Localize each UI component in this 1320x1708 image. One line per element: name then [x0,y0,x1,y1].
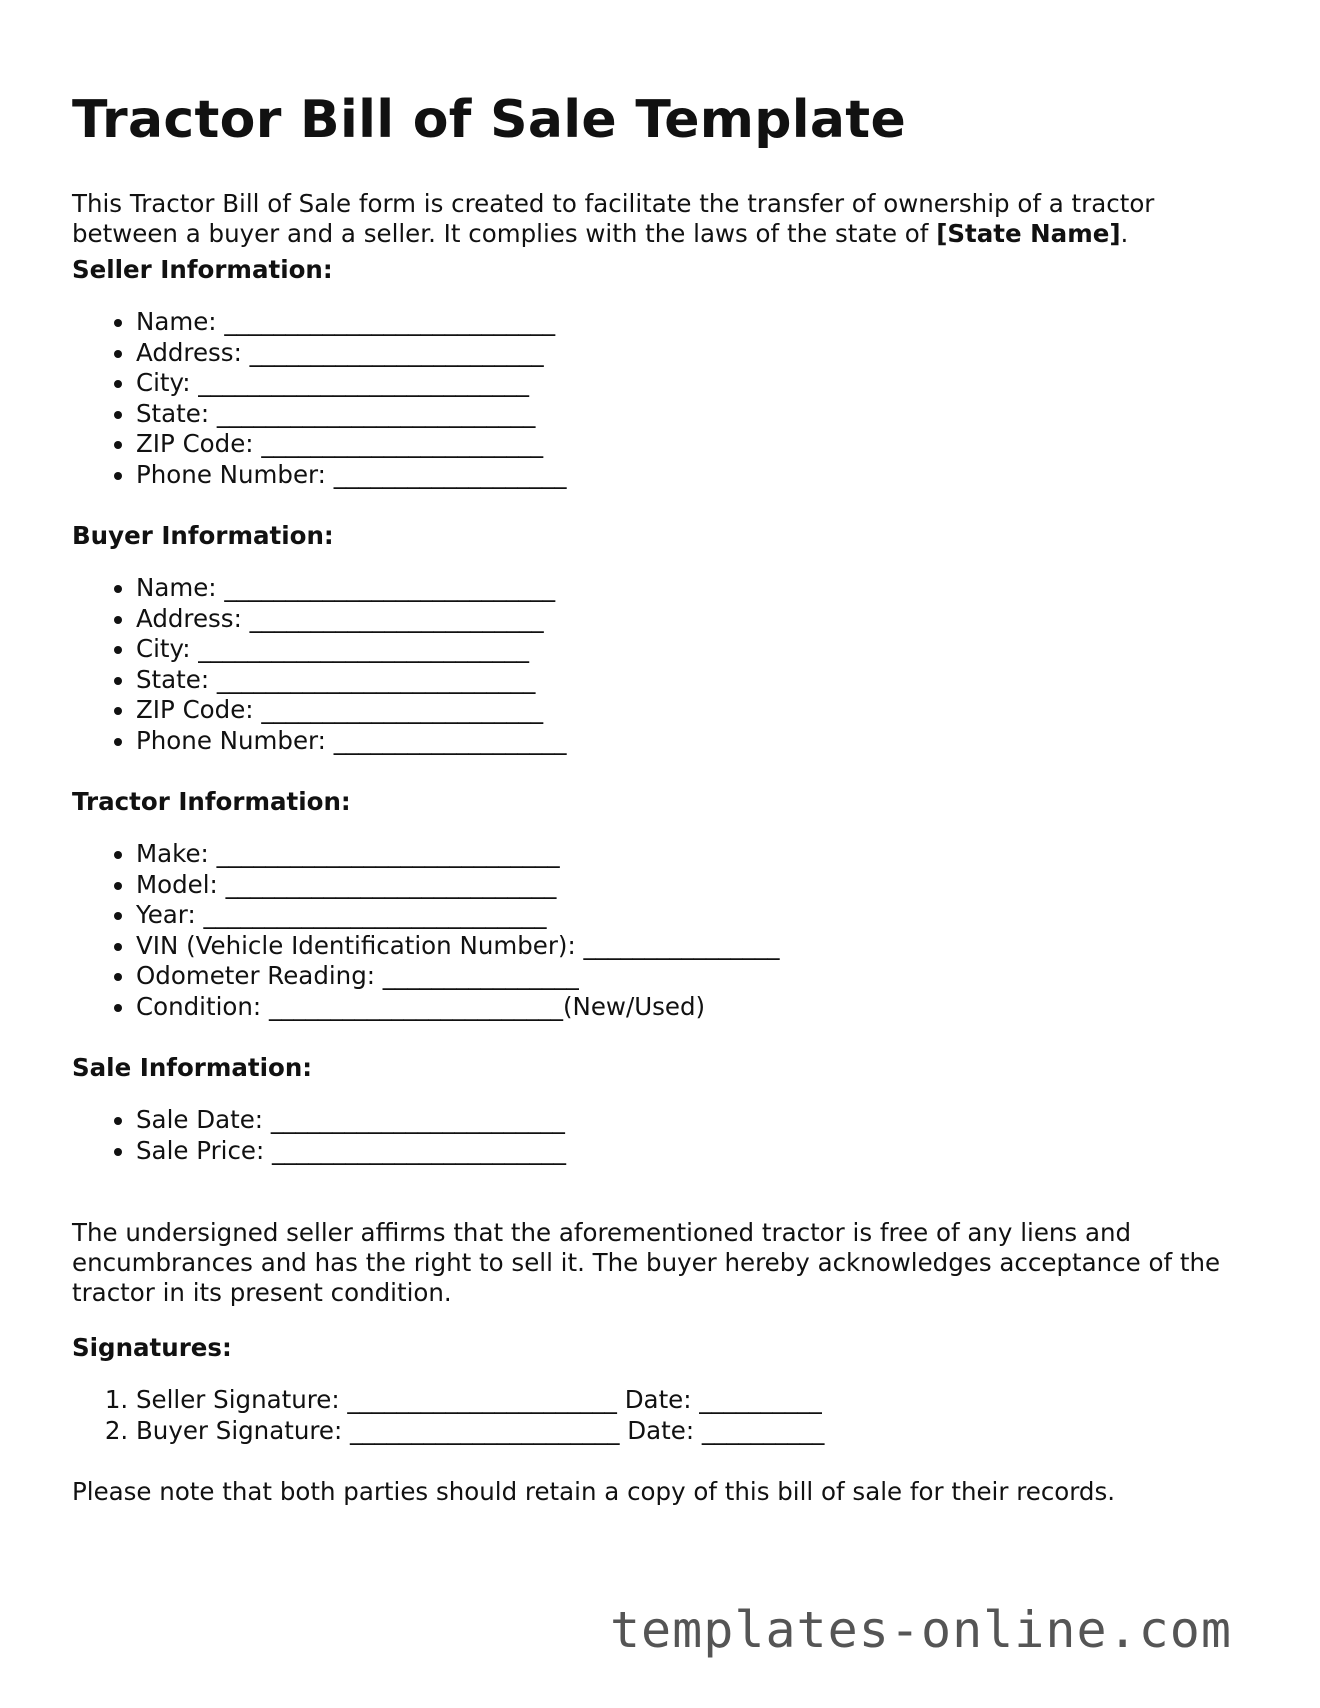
seller-zip-field: • ZIP Code: _______________________ [136,429,566,460]
seller-field-list [72,307,566,491]
affirmation-paragraph: The undersigned seller affirms that the aforementioned tractor is free of any liens and encumbrances and has the right to sell it. The buyer hereby acknowledges acceptance of the tractor in its present condition. [72,1218,1221,1307]
state-name-placeholder: [State Name] [936,219,1121,248]
seller-city-field: • City: ___________________________ [136,368,566,399]
tractor-field-list [72,839,780,1023]
intro-text-end: . [1120,219,1129,248]
tractor-odometer-field: • Odometer Reading: ________________ [136,961,780,992]
intro-paragraph [72,189,1252,249]
buyer-name-field: • Name: ___________________________ [136,573,566,604]
buyer-heading: Buyer Information: [72,521,334,550]
tractor-model-field: • Model: ___________________________ [136,870,780,901]
seller-phone-field: • Phone Number: ___________________ [136,460,566,491]
seller-name-field: • Name: ___________________________ [136,307,566,338]
buyer-signature-line: 2. Buyer Signature: ______________________ Date: __________ [136,1416,824,1447]
seller-state-field: • State: __________________________ [136,399,566,430]
intro-text: This Tractor Bill of Sale form is created to facilitate the transfer of ownership of a tractor between a buyer and a seller. It complies with the laws of the state of [72,189,1155,248]
records-note: Please note that both parties should retain a copy of this bill of sale for their records. [72,1477,1116,1506]
sale-date-field: • Sale Date: ________________________ [136,1105,566,1136]
signature-list [72,1385,824,1446]
seller-address-field: • Address: ________________________ [136,338,566,369]
tractor-make-field: • Make: ____________________________ [136,839,780,870]
tractor-condition-field: • Condition: ________________________(New/Used) [136,992,780,1023]
signatures-heading: Signatures: [72,1333,232,1362]
seller-signature-line: 1. Seller Signature: ______________________ Date: __________ [136,1385,824,1416]
buyer-zip-field: • ZIP Code: _______________________ [136,695,566,726]
buyer-state-field: • State: __________________________ [136,665,566,696]
page-title: Tractor Bill of Sale Template [72,90,907,150]
buyer-phone-field: • Phone Number: ___________________ [136,726,566,757]
sale-field-list [72,1105,566,1166]
buyer-field-list [72,573,566,757]
tractor-vin-field: • VIN (Vehicle Identification Number): ________________ [136,931,780,962]
sale-heading: Sale Information: [72,1053,313,1082]
seller-heading: Seller Information: [72,255,333,284]
buyer-city-field: • City: ___________________________ [136,634,566,665]
tractor-heading: Tractor Information: [72,787,351,816]
tractor-year-field: • Year: ____________________________ [136,900,780,931]
buyer-address-field: • Address: ________________________ [136,604,566,635]
watermark-text: templates-online.com [609,1601,1232,1659]
sale-price-field: • Sale Price: ________________________ [136,1136,566,1167]
